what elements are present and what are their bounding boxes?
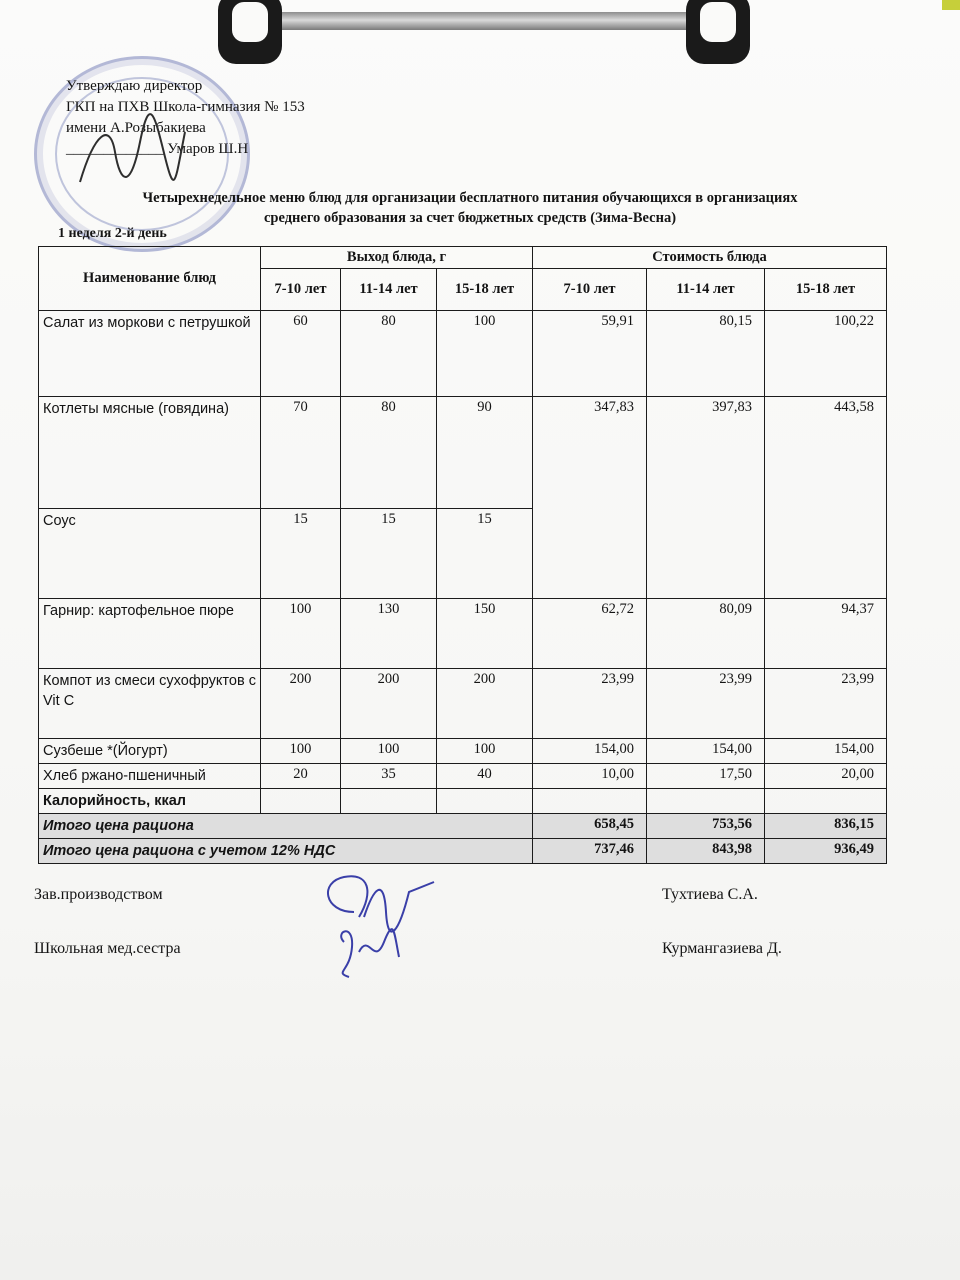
dish-name: Соус — [39, 509, 261, 599]
yield-cell: 130 — [341, 599, 437, 669]
total-row — [39, 814, 887, 839]
cost-cell: 154,00 — [533, 739, 647, 764]
yield-cell: 200 — [341, 669, 437, 739]
cost-cell: 94,37 — [765, 599, 887, 669]
signature-row — [34, 886, 934, 910]
table-row — [39, 311, 887, 397]
header-age: 15-18 лет — [765, 269, 887, 311]
cost-cell: 17,50 — [647, 764, 765, 789]
cost-cell: 23,99 — [765, 669, 887, 739]
total-vat-value: 936,49 — [765, 839, 887, 864]
dish-name: Компот из смеси сухофруктов с Vit C — [39, 669, 261, 739]
yield-cell: 40 — [437, 764, 533, 789]
yield-cell: 100 — [437, 311, 533, 397]
yield-cell: 15 — [261, 509, 341, 599]
calories-label: Калорийность, ккал — [39, 789, 261, 814]
yield-cell: 35 — [341, 764, 437, 789]
cost-cell: 80,15 — [647, 311, 765, 397]
cost-cell: 62,72 — [533, 599, 647, 669]
approval-line: Утверждаю директор — [66, 78, 203, 94]
cost-cell: 154,00 — [765, 739, 887, 764]
empty-cell — [341, 789, 437, 814]
cost-cell: 100,22 — [765, 311, 887, 397]
table-row — [39, 669, 887, 739]
empty-cell — [647, 789, 765, 814]
table-row — [39, 397, 887, 509]
total-value: 658,45 — [533, 814, 647, 839]
yield-cell: 100 — [437, 739, 533, 764]
total-value: 753,56 — [647, 814, 765, 839]
yield-cell: 100 — [261, 739, 341, 764]
cost-cell: 23,99 — [647, 669, 765, 739]
dish-name: Гарнир: картофельное пюре — [39, 599, 261, 669]
header-age: 7-10 лет — [533, 269, 647, 311]
header-dish-name: Наименование блюд — [39, 247, 261, 311]
yield-cell: 70 — [261, 397, 341, 509]
menu-table — [38, 246, 887, 864]
approval-line: _____________ Умаров Ш.Н — [66, 141, 249, 157]
cost-cell: 10,00 — [533, 764, 647, 789]
yield-cell: 20 — [261, 764, 341, 789]
yield-cell: 200 — [261, 669, 341, 739]
total-value: 836,15 — [765, 814, 887, 839]
calories-row — [39, 789, 887, 814]
title-line: среднего образования за счет бюджетных средств (Зима-Весна) — [263, 210, 677, 226]
header-age: 15-18 лет — [437, 269, 533, 311]
clip-rail — [248, 12, 718, 30]
total-vat-label: Итого цена рациона с учетом 12% НДС — [39, 839, 533, 864]
yield-cell: 15 — [437, 509, 533, 599]
table-row — [39, 739, 887, 764]
header-yield: Выход блюда, г — [261, 247, 533, 269]
total-vat-row — [39, 839, 887, 864]
week-day-label: 1 неделя 2-й день — [58, 226, 167, 241]
cost-cell: 347,83 — [533, 397, 647, 599]
table-row — [39, 599, 887, 669]
cost-cell: 154,00 — [647, 739, 765, 764]
cost-cell: 20,00 — [765, 764, 887, 789]
cost-cell: 443,58 — [765, 397, 887, 599]
yield-cell: 90 — [437, 397, 533, 509]
cost-cell: 397,83 — [647, 397, 765, 599]
header-age: 11-14 лет — [341, 269, 437, 311]
signature-person: Тухтиева С.А. — [662, 886, 758, 903]
dish-name: Сузбеше *(Йогурт) — [39, 739, 261, 764]
empty-cell — [533, 789, 647, 814]
header-age: 11-14 лет — [647, 269, 765, 311]
dish-name: Котлеты мясные (говядина) — [39, 397, 261, 509]
total-vat-value: 737,46 — [533, 839, 647, 864]
background-object — [942, 0, 960, 10]
header-age: 7-10 лет — [261, 269, 341, 311]
header-cost: Стоимость блюда — [533, 247, 887, 269]
total-vat-value: 843,98 — [647, 839, 765, 864]
clip-grip-right — [686, 0, 750, 64]
dish-name: Хлеб ржано-пшеничный — [39, 764, 261, 789]
cost-cell: 80,09 — [647, 599, 765, 669]
approval-line: имени А.Розыбакиева — [66, 120, 206, 136]
clip-grip-left — [218, 0, 282, 64]
signature-role: Зав.производством — [34, 886, 163, 903]
table-row — [39, 764, 887, 789]
cost-cell: 23,99 — [533, 669, 647, 739]
title-line: Четырехнедельное меню блюд для организации бесплатного питания обучающихся в организациях — [142, 190, 798, 206]
signature-person: Курмангазиева Д. — [662, 940, 782, 957]
signature-row — [34, 940, 934, 964]
empty-cell — [261, 789, 341, 814]
yield-cell: 100 — [261, 599, 341, 669]
empty-cell — [765, 789, 887, 814]
cost-cell: 59,91 — [533, 311, 647, 397]
approval-line: ГКП на ПХВ Школа-гимназия № 153 — [66, 99, 305, 115]
document-title — [60, 188, 880, 228]
signature-role: Школьная мед.сестра — [34, 940, 181, 957]
yield-cell: 150 — [437, 599, 533, 669]
dish-name: Салат из моркови с петрушкой — [39, 311, 261, 397]
yield-cell: 15 — [341, 509, 437, 599]
total-label: Итого цена рациона — [39, 814, 533, 839]
clipboard-clip — [208, 0, 756, 70]
empty-cell — [437, 789, 533, 814]
yield-cell: 60 — [261, 311, 341, 397]
yield-cell: 100 — [341, 739, 437, 764]
yield-cell: 80 — [341, 397, 437, 509]
yield-cell: 200 — [437, 669, 533, 739]
yield-cell: 80 — [341, 311, 437, 397]
